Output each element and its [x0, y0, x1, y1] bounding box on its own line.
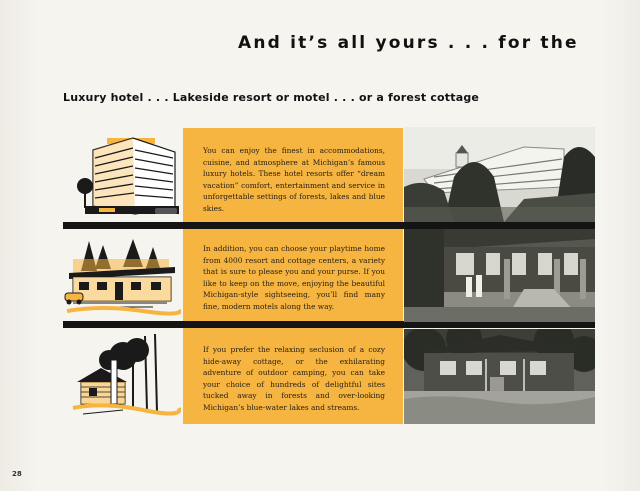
grand-hotel-photo — [404, 127, 595, 222]
resort-porch-photo — [404, 229, 595, 322]
section-1-panel — [183, 128, 403, 222]
forest-cabin-icon — [63, 330, 181, 422]
section-2-panel — [183, 229, 403, 321]
headline: And it’s all yours . . . for the — [238, 33, 579, 53]
forest-cottage-photo — [404, 329, 595, 424]
hotel-building-icon — [63, 128, 181, 220]
subheading: Luxury hotel . . . Lakeside resort or motel . . . or a forest cottage — [63, 91, 480, 104]
motel-cottage-icon — [63, 229, 181, 319]
page-number: 28 — [12, 470, 22, 478]
section-1-text: You can enjoy the finest in accommodations, cuisine, and atmosphere at Michigan’s famous luxury hotels. These hotel resorts offer “dream vacation” comfort, entertainment and service in unforgettable settings of forests, lakes and blue skies. — [203, 146, 385, 213]
section-3-panel — [183, 328, 403, 424]
divider-bar — [63, 321, 595, 328]
section-3-text: If you prefer the relaxing seclusion of a cozy hide-away cottage, or the exhilarating adventure of outdoor camping, you can take your choice of hundreds of delightful sites tucked away in forests and over-looking Michigan’s blue-water lakes and streams. — [203, 345, 385, 412]
section-2-text: In addition, you can choose your playtime home from 4000 resort and cottage centers, a variety that is sure to please you and your purse. If you like to keep on the move, enjoying the beautiful Michigan-style sightseeing, you’ll find many fine, modern motels along the way. — [203, 244, 385, 311]
divider-bar — [63, 222, 595, 229]
